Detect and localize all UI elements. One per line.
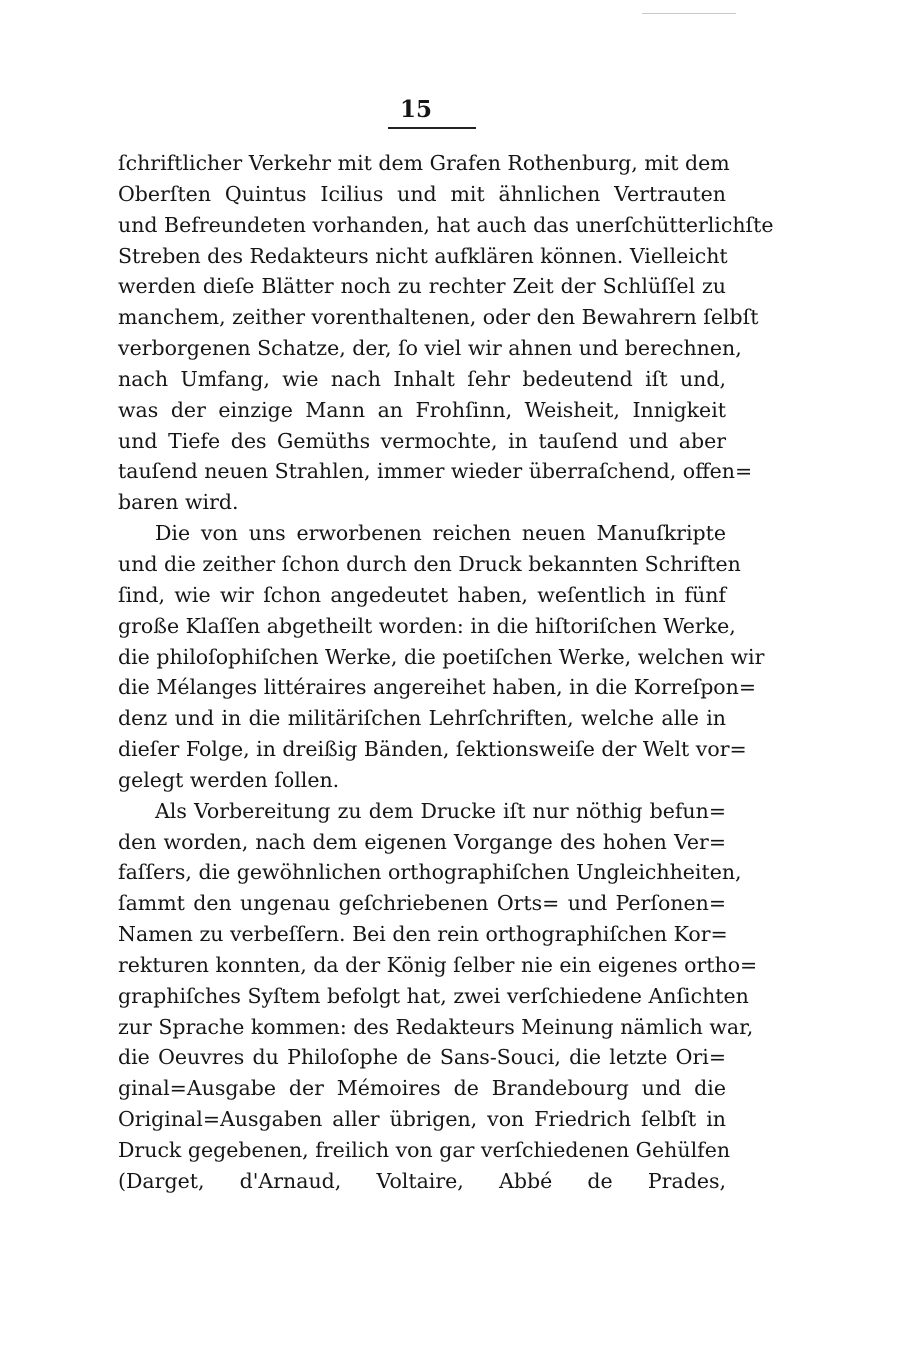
page-number-rule bbox=[388, 127, 476, 129]
text-line: faſſers, die gewöhnlichen orthographiſchen Ungleichheiten, bbox=[118, 860, 742, 885]
text-line: Die von uns erworbenen reichen neuen Manuſkripte bbox=[155, 521, 726, 546]
text-line: den worden, nach dem eigenen Vorgange des hohen Ver= bbox=[118, 829, 726, 854]
text-line: Als Vorbereitung zu dem Drucke iſt nur nöthig befun= bbox=[155, 798, 726, 823]
text-line: nach Umfang, wie nach Inhalt ſehr bedeutend iſt und, bbox=[118, 366, 726, 391]
text-line: dieſer Folge, in dreißig Bänden, ſektionsweiſe der Welt vor= bbox=[118, 737, 747, 762]
text-line: Druck gegebenen, freilich von gar verſchiedenen Gehülfen bbox=[118, 1138, 731, 1162]
text-line: graphiſches Syſtem befolgt hat, zwei verſchiedene Anſichten bbox=[118, 983, 749, 1008]
text-line: werden dieſe Blätter noch zu rechter Zeit der Schlüſſel zu bbox=[118, 274, 726, 299]
text-line: ſchriftlicher Verkehr mit dem Grafen Rothenburg, mit dem bbox=[118, 151, 730, 175]
text-line: die Oeuvres du Philoſophe de Sans-Souci, die letzte Ori= bbox=[118, 1045, 726, 1070]
text-line: Streben des Redakteurs nicht aufklären können. Vielleicht bbox=[118, 243, 728, 268]
paragraph bbox=[118, 518, 765, 796]
text-line: und Befreundeten vorhanden, hat auch das unerſchütterlichſte bbox=[118, 212, 774, 237]
text-line: die Mélanges littéraires angereihet haben, in die Korreſpon= bbox=[118, 675, 757, 700]
text-line: (Darget, d'Arnaud, Voltaire, Abbé de Prades, bbox=[118, 1168, 726, 1193]
text-line: gelegt werden ſollen. bbox=[118, 767, 340, 792]
text-line: große Klaſſen abgetheilt worden: in die hiſtoriſchen Werke, bbox=[118, 613, 736, 638]
text-line: ginal=Ausgabe der Mémoires de Brandebourg und die bbox=[118, 1076, 726, 1101]
scan-edge-rule bbox=[642, 13, 736, 14]
text-line: manchem, zeither vorenthaltenen, oder den Bewahrern ſelbſt bbox=[118, 305, 759, 330]
page-number: 15 bbox=[399, 96, 432, 123]
text-line: Original=Ausgaben aller übrigen, von Friedrich ſelbſt in bbox=[118, 1107, 726, 1132]
text-line: und die zeither ſchon durch den Druck bekannten Schriften bbox=[118, 551, 741, 576]
text-line: die philoſophiſchen Werke, die poetiſchen Werke, welchen wir bbox=[118, 644, 765, 669]
text-line: was der einzige Mann an Frohſinn, Weisheit, Innigkeit bbox=[118, 397, 726, 422]
paragraph bbox=[118, 796, 758, 1197]
text-line: rekturen konnten, da der König ſelber nie ein eigenes ortho= bbox=[118, 952, 758, 977]
text-line: Namen zu verbeſſern. Bei den rein orthographiſchen Kor= bbox=[118, 922, 728, 947]
text-line: zur Sprache kommen: des Redakteurs Meinung nämlich war, bbox=[118, 1014, 754, 1039]
page-body bbox=[118, 148, 774, 1197]
text-line: tauſend neuen Strahlen, immer wieder überraſchend, offen= bbox=[118, 459, 753, 484]
text-line: baren wird. bbox=[118, 490, 239, 515]
text-line: und Tiefe des Gemüths vermochte, in tauſend und aber bbox=[118, 428, 726, 453]
paragraph bbox=[118, 148, 774, 518]
text-line: verborgenen Schatze, der, ſo viel wir ahnen und berechnen, bbox=[118, 336, 742, 361]
text-line: ſind, wie wir ſchon angedeutet haben, weſentlich in fünf bbox=[118, 582, 726, 607]
text-line: denz und in die militäriſchen Lehrſchriften, welche alle in bbox=[118, 706, 726, 731]
text-line: ſammt den ungenau geſchriebenen Orts= und Perſonen= bbox=[118, 891, 726, 916]
text-line: Oberſten Quintus Icilius und mit ähnlichen Vertrauten bbox=[118, 181, 726, 206]
